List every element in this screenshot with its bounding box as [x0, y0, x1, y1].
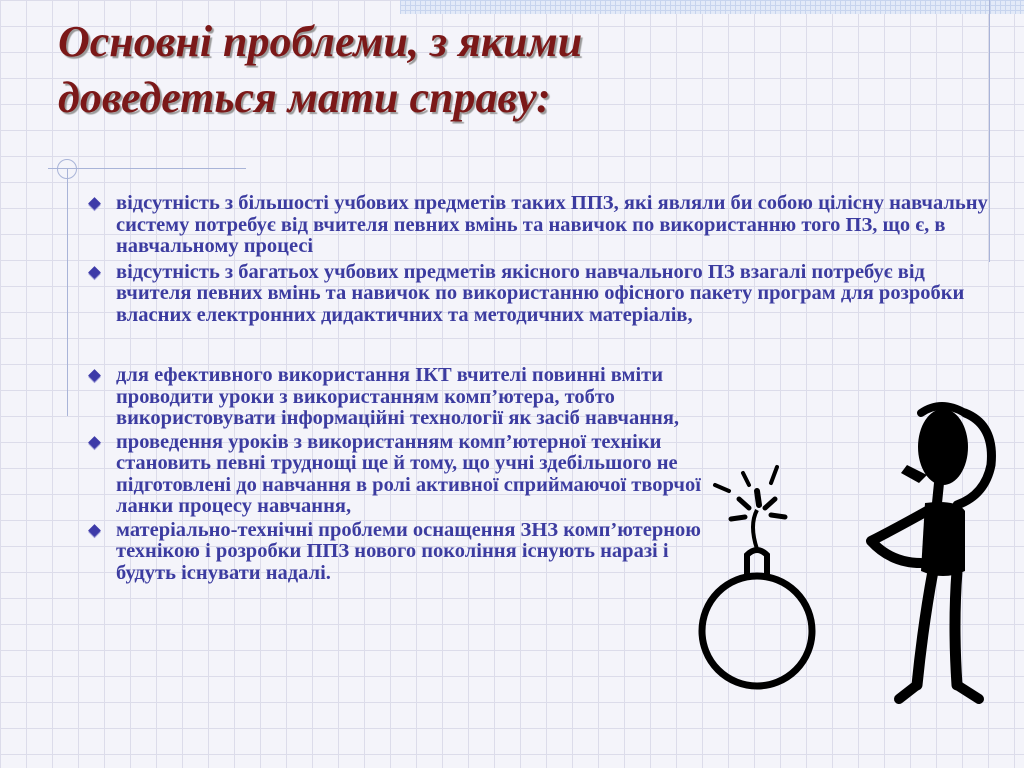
diamond-bullet-icon — [88, 436, 101, 449]
list-item-text: відсутність з більшості учбових предметів таких ППЗ, які являли би собою цілісну навчальну систему потребує від вчителя певних вмінь та навичок по використанню того ПЗ, що є, в навчальному процесі — [116, 192, 988, 257]
list-item — [78, 365, 718, 430]
diamond-bullet-icon — [88, 524, 101, 537]
decor-circle — [57, 159, 77, 179]
diamond-bullet-icon — [88, 197, 101, 210]
decor-horizontal-line — [48, 168, 246, 169]
list-item-text: проведення уроків з використанням комп’ютерної техніки становить певні труднощі ще й тому, що учні здебільшого не підготовлені до навчання в ролі активної сприймаючої творчої ланки процесу навчання, — [116, 430, 701, 517]
slide-title: Основні проблеми, з якими доведеться мати справу: — [58, 17, 583, 122]
top-bullet-list — [78, 193, 998, 330]
decor-vertical-line-left — [67, 168, 68, 416]
list-item — [78, 262, 998, 327]
diamond-bullet-icon — [88, 266, 101, 279]
puzzled-person-icon — [871, 406, 991, 699]
bomb-icon — [702, 467, 812, 686]
diamond-bullet-icon — [88, 369, 101, 382]
list-item-text: матеріально-технічні проблеми оснащення ЗНЗ комп’ютерною технікою і розробки ППЗ нового покоління існують наразі і будуть існувати надалі. — [116, 518, 701, 584]
list-item — [78, 432, 718, 518]
bomb-and-puzzled-person-icon — [695, 395, 1024, 725]
list-item-text: для ефективного використання ІКТ вчителі повинні вміти проводити уроки з використанням комп’ютера, тобто використовувати інформаційні технології як засіб навчання, — [116, 364, 680, 429]
bottom-bullet-list — [78, 365, 718, 586]
top-decor-strip — [400, 0, 1024, 14]
list-item-text: відсутність з багатьох учбових предметів якісного навчального ПЗ взагалі потребує від вчителя певних вмінь та навичок по використанню офісного пакету програм для розробки власних електронних дидактичних та методичних матеріалів, — [116, 260, 965, 326]
list-item — [78, 520, 718, 585]
list-item — [78, 193, 998, 258]
